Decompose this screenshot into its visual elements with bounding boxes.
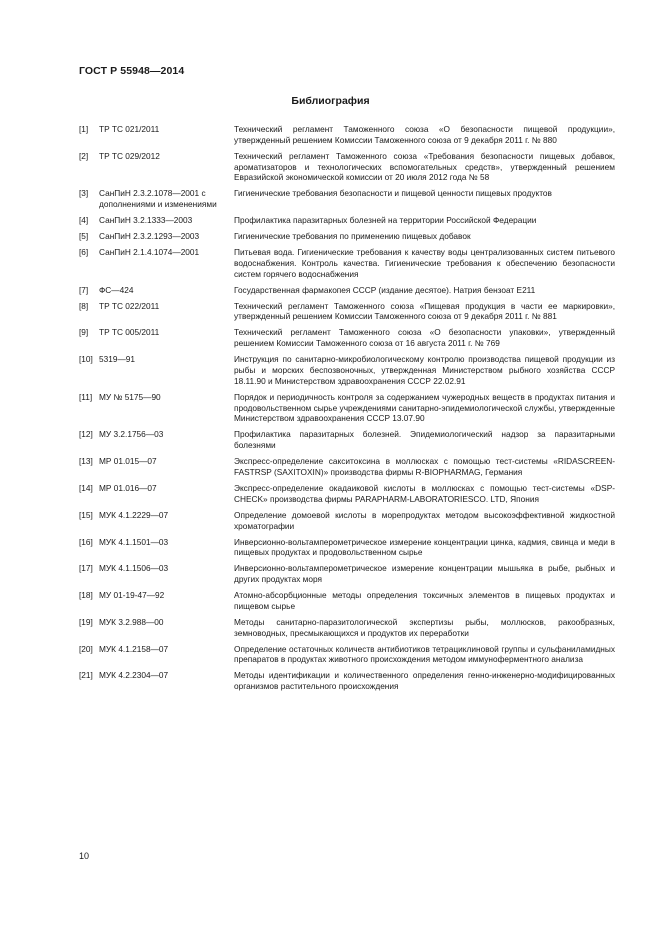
entry-reference: ТР ТС 005/2011 (99, 327, 160, 338)
entry-number: [3] (79, 188, 89, 199)
entry-description: Атомно-абсорбционные методы определения токсичных элементов в пищевых продуктах и пищевом сырье (234, 590, 615, 611)
entry-description: Определение домоевой кислоты в морепродуктах методом высокоэффективной жидкостной хроматографии (234, 509, 615, 531)
entry-description: Экспресс-определение окадаиковой кислоты в моллюсках с помощью тест-системы «DSP-CHECK» производства фирмы PARAPHARM-LABORATORIESCO. LTD, Япония (234, 482, 615, 504)
entry-reference: МУК 3.2.988—00 (99, 616, 164, 627)
entry-reference: МУ № 5175—90 (99, 391, 161, 402)
entry-number: [9] (79, 327, 89, 338)
bibliography-entry (79, 247, 615, 279)
entry-number: [5] (79, 231, 89, 242)
entry-description: Гигиенические требования по применению пищевых добавок (234, 231, 471, 242)
entry-number: [12] (79, 429, 93, 440)
bibliography-entry (79, 231, 615, 242)
bibliography-entry (79, 483, 615, 505)
bibliography-entry (79, 124, 615, 146)
entry-number: [19] (79, 616, 93, 627)
entry-reference: ТР ТС 029/2012 (99, 150, 160, 161)
entry-number: [21] (79, 670, 93, 681)
entry-reference: СанПиН 2.3.2.1078—2001 с дополнениями и изменениями (99, 188, 217, 210)
entry-number: [6] (79, 247, 89, 258)
bibliography-entry (79, 215, 615, 226)
bibliography-entry (79, 354, 615, 386)
bibliography-entry (79, 510, 615, 532)
entry-number: [13] (79, 456, 93, 467)
entry-number: [8] (79, 300, 89, 311)
bibliography-list (79, 124, 615, 697)
entry-description: Инструкция по санитарно-микробиологическому контролю производства пищевой продукции из рыбы и морских беспозвоночных, утвержденная Министерством рыбного хозяйства СССР 18.11.90 и Министерством здравоохранения СССР 22.02.91 (234, 354, 615, 386)
entry-number: [11] (79, 391, 93, 402)
entry-number: [18] (79, 590, 93, 601)
entry-number: [17] (79, 563, 93, 574)
entry-reference: МУК 4.1.1501—03 (99, 536, 169, 547)
bibliography-entry (79, 644, 615, 666)
entry-reference: МР 01.015—07 (99, 456, 157, 467)
entry-description: Технический регламент Таможенного союза «Пищевая продукция в части ее маркировки», утвержденный решением Комиссии Таможенного союза от 9 декабря 2011 г. № 881 (234, 300, 615, 322)
entry-description: Профилактика паразитарных болезней на территории Российской Федерации (234, 215, 537, 226)
bibliography-entry (79, 456, 615, 478)
entry-description: Инверсионно-вольтамперометрическое измерение концентрации цинка, кадмия, свинца и меди в пищевых продуктах и продовольственном сырье (234, 536, 615, 558)
entry-number: [4] (79, 215, 89, 226)
entry-reference: МУ 01-19-47—92 (99, 590, 165, 601)
bibliography-entry (79, 537, 615, 559)
section-title: Библиография (291, 95, 370, 107)
entry-description: Профилактика паразитарных болезней. Эпидемиологический надзор за паразитарными болезнями (234, 429, 615, 451)
bibliography-entry (79, 429, 615, 451)
document-header: ГОСТ Р 55948—2014 (79, 65, 185, 77)
entry-description: Инверсионно-вольтамперометрическое измерение концентрации мышьяка в рыбе, рыбных и других продуктах моря (234, 563, 615, 585)
entry-reference: ТР ТС 021/2011 (99, 124, 160, 134)
entry-reference: 5319—91 (99, 354, 135, 365)
entry-number: [14] (79, 482, 93, 493)
entry-description: Методы санитарно-паразитологической экспертизы рыбы, моллюсков, ракообразных, земноводных, пресмыкающихся и продуктов их переработки (234, 616, 615, 638)
entry-reference: МУК 4.2.2304—07 (99, 670, 169, 681)
bibliography-entry (79, 301, 615, 323)
entry-number: [2] (79, 150, 89, 161)
entry-reference: СанПиН 3.2.1333—2003 (99, 215, 193, 226)
entry-reference: МУК 4.1.2229—07 (99, 509, 169, 520)
entry-reference: СанПиН 2.1.4.1074—2001 (99, 247, 200, 258)
bibliography-entry (79, 563, 615, 585)
entry-description: Определение остаточных количеств антибиотиков тетрациклиновой группы и сульфаниламидных препаратов в продуктах животного происхождения методом иммуноферментного анализа (234, 643, 615, 665)
entry-description: Питьевая вода. Гигиенические требования к качеству воды централизованных систем питьевого водоснабжения. Контроль качества. Гигиенические требования к обеспечению безопасности систем горячего водоснабжения (234, 247, 615, 279)
entry-number: [1] (79, 124, 89, 134)
entry-description: Государственная фармакопея СССР (издание десятое). Натрия бензоат Е211 (234, 284, 536, 295)
entry-number: [16] (79, 536, 93, 547)
bibliography-entry (79, 327, 615, 349)
entry-reference: СанПиН 2.3.2.1293—2003 (99, 231, 200, 242)
entry-number: [7] (79, 284, 89, 295)
page-number: 10 (79, 851, 90, 861)
entry-reference: МУК 4.1.2158—07 (99, 643, 169, 654)
entry-number: [10] (79, 354, 93, 365)
entry-reference: ТР ТС 022/2011 (99, 300, 160, 311)
entry-description: Технический регламент Таможенного союза «О безопасности упаковки», утвержденный решением Комиссии Таможенного союза от 16 августа 2011 г. № 769 (234, 327, 615, 349)
bibliography-entry (79, 590, 615, 612)
entry-reference: ФС—424 (99, 284, 134, 295)
entry-number: [20] (79, 643, 93, 654)
entry-reference: МУ 3.2.1756—03 (99, 429, 164, 440)
bibliography-entry (79, 670, 615, 692)
bibliography-entry (79, 188, 615, 210)
bibliography-entry (79, 617, 615, 639)
entry-reference: МР 01.016—07 (99, 482, 157, 493)
bibliography-entry (79, 151, 615, 183)
bibliography-entry (79, 392, 615, 424)
entry-number: [15] (79, 509, 93, 520)
entry-description: Технический регламент Таможенного союза «О безопасности пищевой продукции», утвержденный решением Комиссии Таможенного союза от 9 декабря 2011 г. № 880 (234, 124, 615, 145)
entry-description: Методы идентификации и количественного определения генно-инженерно-модифицированных организмов растительного происхождения (234, 670, 615, 692)
entry-description: Экспресс-определение сакситоксина в моллюсках с помощью тест-системы «RIDASCREEN-FASTRSP (SAXITOXIN)» производства фирмы R-BIOPHARMAG, Германия (234, 456, 615, 477)
entry-description: Гигиенические требования безопасности и пищевой ценности пищевых продуктов (234, 188, 552, 199)
entry-reference: МУК 4.1.1506—03 (99, 563, 169, 574)
bibliography-entry (79, 285, 615, 296)
entry-description: Технический регламент Таможенного союза «Требования безопасности пищевых добавок, ароматизаторов и технологических вспомогательных средств», утвержденный решением Евразийской экономической комиссии от 20 июля 2012 года № 58 (234, 150, 615, 183)
entry-description: Порядок и периодичность контроля за содержанием чужеродных веществ в продуктах питания и продовольственном сырье учреждениями санитарно-эпидемиологической службы, утвержденные Министерством здравоохранения СССР 13.07.90 (234, 391, 615, 424)
